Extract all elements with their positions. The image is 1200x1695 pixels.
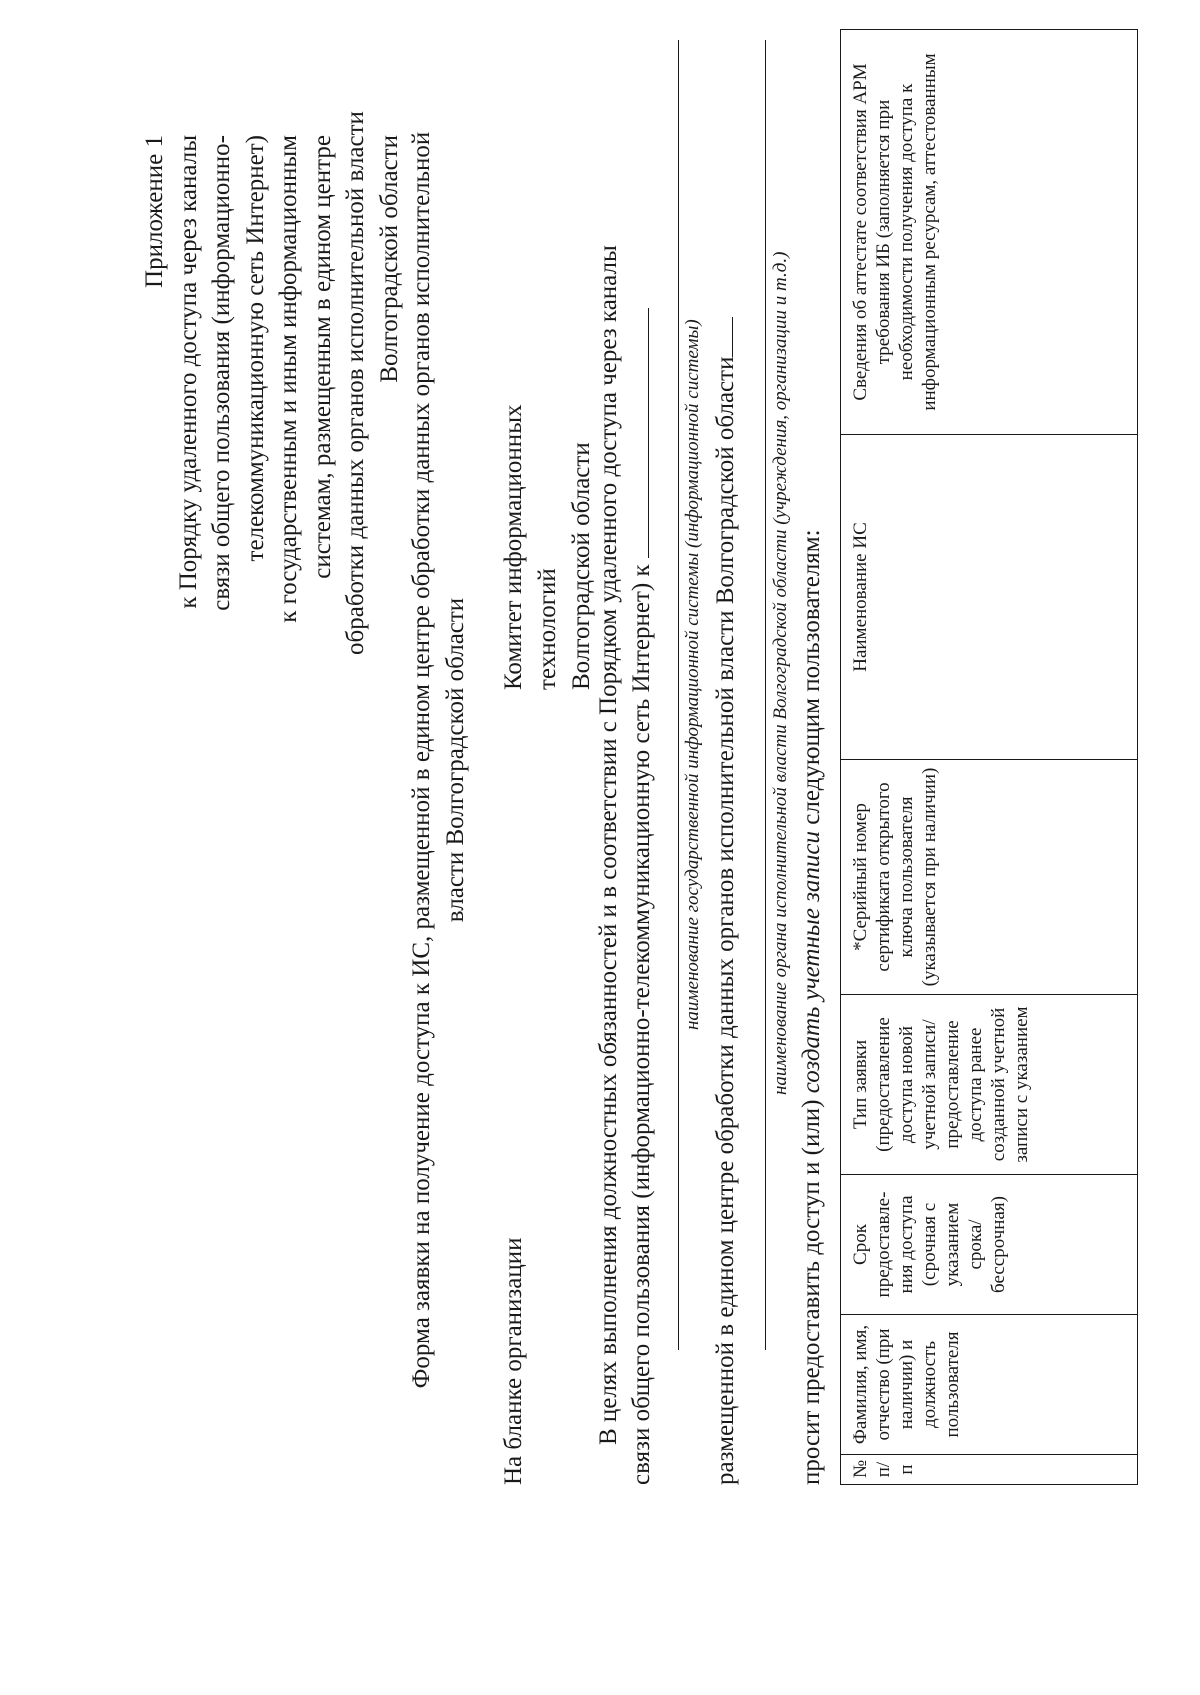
request-text-pre: просит предоставить доступ и (или) [798, 1093, 825, 1485]
is-name-underline [678, 40, 679, 1350]
org-name-caption: наименование органа исполнительной власти Волгоградской области (учреждения, организации и т.д.) [770, 251, 791, 1095]
form-title [405, 35, 473, 1485]
table-header-row [841, 30, 1138, 1485]
users-table [840, 29, 1138, 1485]
appendix-line: обработки данных органов исполнительной власти [342, 111, 369, 655]
placed-line-text: размещенной в едином центре обработки данных органов исполнительной власти Волгоградской области [712, 356, 739, 1485]
org-name-underline [765, 40, 766, 1350]
appendix-line: телекоммуникационную сеть Интернет) [241, 135, 269, 562]
appendix-line: Волгоградской области [375, 135, 403, 383]
body-line [625, 30, 658, 1485]
is-name-caption: наименование государственной информационной системы (информационной системы) [682, 319, 703, 1030]
header-cell-user: Фамилия, имя, отчество (при наличии) и должность пользователя [841, 1315, 1138, 1455]
appendix-line: системам, размещенным в едином центре [308, 135, 336, 579]
header-cell-request-type: Тип заявки (предоставление доступа новой учетной записи/ предоставление доступа ранее созданной учетной записи с указанием [841, 995, 1138, 1175]
form-title-line: Форма заявки на получение доступа к ИС, размещенной в едином центре обработки данных органов исполнительной [408, 131, 435, 1389]
body-line: В целях выполнения должностных обязанностей и в соответствии с Порядком удаленного доступа через каналы [595, 245, 622, 1445]
appendix-line: Приложение 1 [141, 135, 168, 288]
addressee [497, 290, 599, 690]
body-line-text: связи общего пользования (информационно-телекоммуникационную сеть Интернет) к [628, 564, 655, 1485]
request-text-post: следующим пользователям: [798, 529, 825, 831]
appendix-line: к государственным и иным информационным [275, 135, 302, 623]
header-cell-is-name: Наименование ИС [841, 435, 1138, 760]
appendix-heading [138, 111, 406, 655]
header-cell-term: Срок предоставле-ния доступа (срочная с указанием срока/ бессрочная) [841, 1175, 1138, 1315]
form-title-line: власти Волгоградской области [442, 597, 469, 923]
appendix-line: к Порядку удаленного доступа через каналы [174, 135, 202, 609]
request-line [798, 529, 826, 1485]
addressee-line: Комитет информационных технологий [500, 404, 561, 690]
letterhead-note: На бланке организации [500, 1237, 527, 1485]
header-cell-number: № п/п [841, 1455, 1138, 1485]
placed-line [712, 317, 740, 1485]
header-cell-attestation: Сведения об аттестате соответствия АРМ требования ИБ (заполняется при необходимости получения доступа к информационным ресурсам, аттестованным [841, 30, 1138, 435]
is-name-fill-line [628, 308, 649, 558]
request-text-emphasis: создать учетные записи [798, 830, 825, 1094]
appendix-line: связи общего пользования (информационно- [208, 135, 235, 611]
header-cell-certificate: *Серийный номер сертификата открытого ключа пользователя (указывается при наличии) [841, 760, 1138, 995]
placed-fill-line [712, 317, 733, 357]
body-paragraph [592, 30, 658, 1485]
addressee-line: Волгоградской области [568, 442, 595, 690]
